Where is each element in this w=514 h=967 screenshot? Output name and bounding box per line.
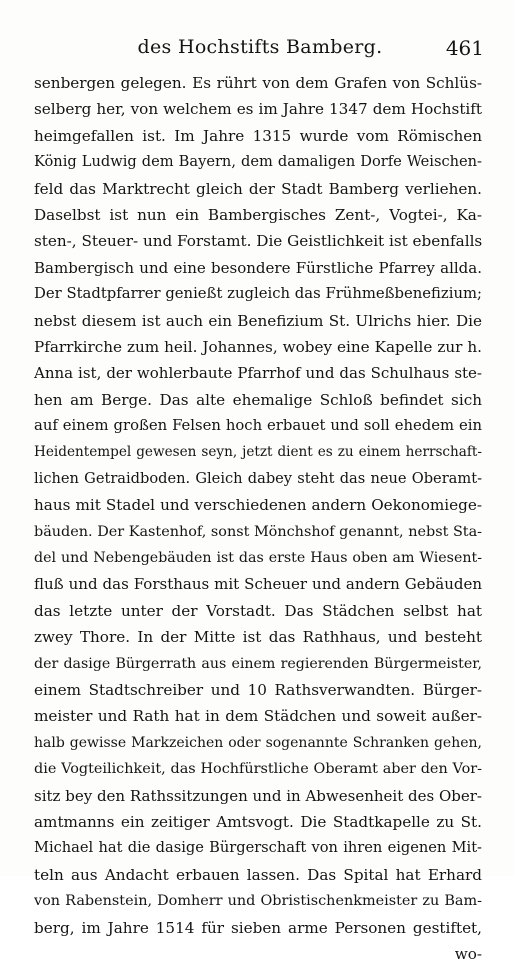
text-line: heimgefallen ist. Im Jahre 1315 wurde vom Römischen xyxy=(34,126,482,145)
text-line: sten-, Steuer- und Forstamt. Die Geistlichkeit ist ebenfalls xyxy=(34,232,482,251)
body-text xyxy=(34,70,482,967)
text-line: auf einem großen Felsen hoch erbauet und soll ehedem ein xyxy=(34,417,482,435)
text-line: haus mit Stadel und verschiedenen andern Oekonomiege- xyxy=(34,496,482,515)
text-line: amtmanns ein zeitiger Amtsvogt. Die Stadtkapelle zu St. xyxy=(34,812,482,831)
text-line: nebst diesem ist auch ein Benefizium St. Ulrichs hier. Die xyxy=(34,311,482,330)
running-title: des Hochstifts Bamberg. xyxy=(137,36,383,58)
text-line: senbergen gelegen. Es rührt von dem Grafen von Schlüs- xyxy=(34,74,482,92)
text-line: der dasige Bürgerrath aus einem regierenden Bürgermeister, xyxy=(34,655,482,672)
text-line: Bambergisch und eine besondere Fürstliche Pfarrey allda. xyxy=(34,258,482,277)
page-number: 461 xyxy=(445,36,484,60)
text-line: von Rabenstein, Domherr und Obristischenkmeister zu Bam- xyxy=(34,893,482,910)
text-line: König Ludwig dem Bayern, dem damaligen Dorfe Weischen- xyxy=(34,153,482,171)
text-line: berg, im Jahre 1514 für sieben arme Personen gestiftet, xyxy=(34,918,482,937)
text-line: Der Stadtpfarrer genießt zugleich das Frühmeßbenefizium; xyxy=(34,285,482,303)
running-head xyxy=(36,36,484,62)
text-line: zwey Thore. In der Mitte ist das Rathhaus, und besteht xyxy=(34,628,482,647)
text-line: sitz bey den Rathssitzungen und in Abwesenheit des Ober- xyxy=(34,786,482,805)
text-line: Pfarrkirche zum heil. Johannes, wobey eine Kapelle zur h. xyxy=(34,337,482,356)
text-line: feld das Marktrecht gleich der Stadt Bamberg verliehen. xyxy=(34,179,482,198)
text-line: das letzte unter der Vorstadt. Das Städchen selbst hat xyxy=(34,601,482,620)
text-line: hen am Berge. Das alte ehemalige Schloß befindet sich xyxy=(34,390,482,409)
text-line: einem Stadtschreiber und 10 Rathsverwandten. Bürger- xyxy=(34,680,482,699)
catchword: wo- xyxy=(454,944,482,963)
text-line: Michael hat die dasige Bürgerschaft von ihren eigenen Mit- xyxy=(34,839,482,857)
text-line: fluß und das Forsthaus mit Scheuer und andern Gebäuden xyxy=(34,575,482,594)
text-line: teln aus Andacht erbauen lassen. Das Spital hat Erhard xyxy=(34,865,482,884)
text-line: Daselbst ist nun ein Bambergisches Zent-, Vogtei-, Ka- xyxy=(34,205,482,224)
text-line: bäuden. Der Kastenhof, sonst Mönchshof genannt, nebst Sta- xyxy=(34,523,482,540)
text-line: Anna ist, der wohlerbaute Pfarrhof und das Schulhaus ste- xyxy=(34,364,482,383)
text-line: die Vogteilichkeit, das Hochfürstliche Oberamt aber den Vor- xyxy=(34,761,482,778)
text-line: meister und Rath hat in dem Städchen und soweit außer- xyxy=(34,707,482,726)
text-line: del und Nebengebäuden ist das erste Haus oben am Wiesent- xyxy=(34,550,482,567)
text-line: selberg her, von welchem es im Jahre 1347 dem Hochstift xyxy=(34,100,482,119)
text-line: lichen Getraidboden. Gleich dabey steht das neue Oberamt- xyxy=(34,469,482,487)
text-line: halb gewisse Markzeichen oder sogenannte Schranken gehen, xyxy=(34,734,482,751)
text-line: Heidentempel gewesen seyn, jetzt dient es zu einem herrschaft- xyxy=(34,444,482,461)
